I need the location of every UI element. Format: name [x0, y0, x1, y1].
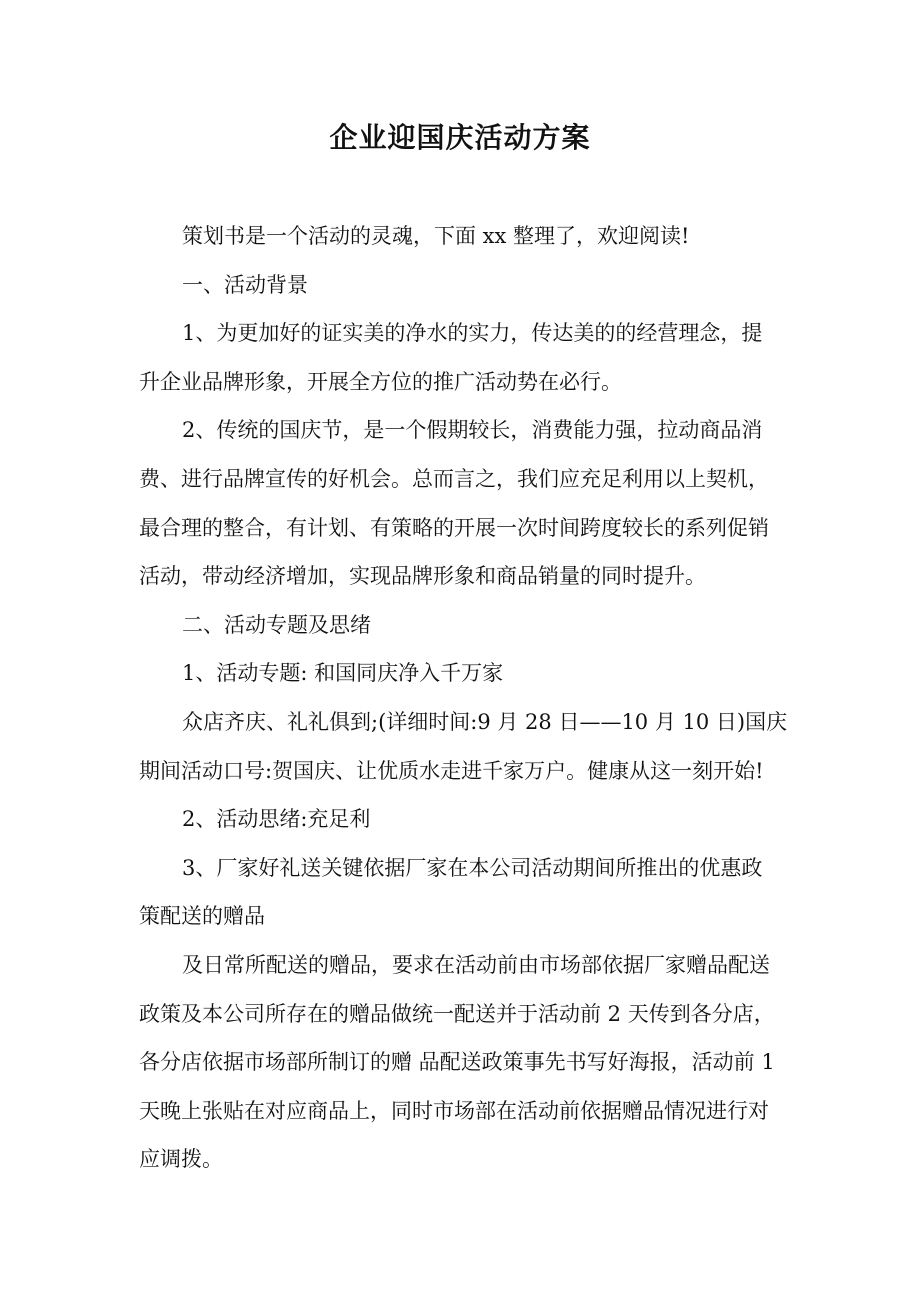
section-heading-theme: 二、活动专题及思绪	[182, 612, 371, 637]
paragraph-line: 天晚上张贴在对应商品上，同时市场部在活动前依据赠品情况进行对	[139, 1098, 769, 1123]
paragraph-line: 策配送的赠品	[139, 904, 265, 929]
paragraph-line: 2、传统的国庆节，是一个假期较长，消费能力强，拉动商品消	[182, 418, 763, 443]
section-heading-background: 一、活动背景	[182, 272, 308, 297]
intro-line: 策划书是一个活动的灵魂，下面 xx 整理了，欢迎阅读!	[182, 224, 690, 248]
paragraph-line: 3、厂家好礼送关键依据厂家在本公司活动期间所推出的优惠政	[182, 855, 763, 880]
paragraph-line: 费、进行品牌宣传的好机会。总而言之，我们应充足利用以上契机，	[139, 466, 769, 491]
paragraph-line: 期间活动口号:贺国庆、让优质水走进千家万户。健康从这一刻开始!	[139, 758, 764, 783]
paragraph-line: 1、活动专题: 和国同庆净入千万家	[182, 661, 504, 686]
paragraph-line: 1、为更加好的证实美的净水的实力，传达美的的经营理念，提	[182, 321, 763, 346]
paragraph-line: 升企业品牌形象，开展全方位的推广活动势在必行。	[139, 369, 622, 394]
paragraph-line: 最合理的整合，有计划、有策略的开展一次时间跨度较长的系列促销	[139, 515, 769, 540]
paragraph-line: 活动，带动经济增加，实现品牌形象和商品销量的同时提升。	[139, 564, 706, 589]
paragraph-line: 各分店依据市场部所制订的赠 品配送政策事先书写好海报，活动前 1	[139, 1050, 775, 1075]
paragraph-line: 众店齐庆、礼礼俱到;(详细时间:9 月 28 日——10 月 10 日)国庆	[182, 709, 788, 734]
paragraph-line: 2、活动思绪:充足利	[182, 807, 371, 832]
document-title: 企业迎国庆活动方案	[329, 121, 591, 154]
paragraph-line: 及日常所配送的赠品，要求在活动前由市场部依据厂家赠品配送	[182, 952, 770, 977]
paragraph-line: 政策及本公司所存在的赠品做统一配送并于活动前 2 天传到各分店，	[139, 1001, 775, 1026]
paragraph-line: 应调拨。	[139, 1147, 223, 1172]
document-body	[139, 212, 789, 1184]
